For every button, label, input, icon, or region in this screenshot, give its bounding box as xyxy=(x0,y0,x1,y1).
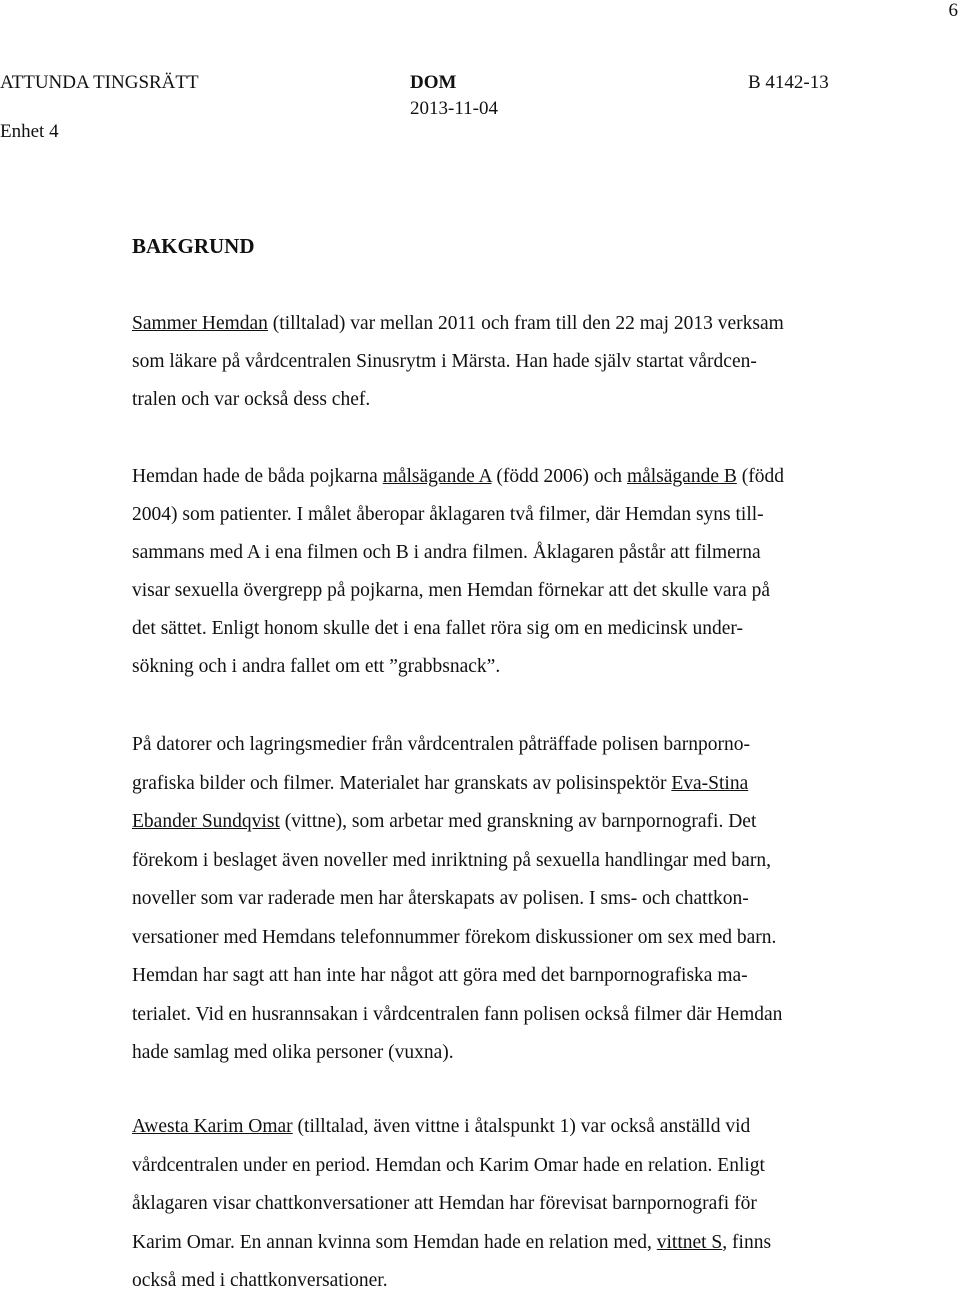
section-heading: BAKGRUND xyxy=(132,234,255,258)
text-segment: (född xyxy=(736,466,784,487)
underlined-name: Eva-Stina xyxy=(671,772,749,794)
text-segment: noveller som var raderade men har återskapats av polisen. I sms- och chattkon- xyxy=(132,888,749,909)
text-segment: tralen och var också dess chef. xyxy=(132,389,371,410)
text-segment: också med i chattkonversationer. xyxy=(132,1270,388,1291)
court-name: ATTUNDA TINGSRÄTT xyxy=(0,72,199,93)
text-segment: det sättet. Enligt honom skulle det i ena fallet röra sig om en medicinsk under- xyxy=(132,618,743,639)
underlined-name: målsägande A xyxy=(382,466,492,487)
text-line xyxy=(132,534,892,572)
underlined-name: vittnet S xyxy=(656,1231,723,1253)
text-line xyxy=(132,381,892,419)
underlined-name: Awesta Karim Omar xyxy=(132,1116,293,1137)
text-segment: versationer med Hemdans telefonnummer förekom diskussioner om sex med barn. xyxy=(132,926,777,948)
text-segment: grafiska bilder och filmer. Materialet har granskats av polisinspektör xyxy=(132,772,672,794)
text-segment: sammans med A i ena filmen och B i andra filmen. Åklagaren påstår att filmerna xyxy=(132,542,761,563)
underlined-name: Sammer Hemdan xyxy=(132,313,268,334)
text-line xyxy=(132,726,892,765)
text-line xyxy=(132,458,892,496)
paragraph-1 xyxy=(132,305,892,419)
text-segment: hade samlag med olika personer (vuxna). xyxy=(132,1042,454,1063)
text-line xyxy=(132,496,892,534)
text-segment: 2004) som patienter. I målet åberopar åklagaren två filmer, där Hemdan syns till- xyxy=(132,504,764,525)
text-segment: som läkare på vårdcentralen Sinusrytm i Märsta. Han hade själv startat vårdcen- xyxy=(132,351,757,372)
text-line xyxy=(132,996,892,1035)
text-segment: visar sexuella övergrepp på pojkarna, men Hemdan förnekar att det skulle vara på xyxy=(132,580,771,601)
document-type: DOM xyxy=(410,72,457,93)
underlined-name: målsägande B xyxy=(626,466,737,487)
text-segment: , finns xyxy=(722,1231,772,1253)
case-number: B 4142-13 xyxy=(748,72,829,93)
text-segment: Karim Omar. En annan kvinna som Hemdan hade en relation med, xyxy=(132,1231,657,1253)
page-number: 6 xyxy=(948,0,958,21)
underlined-name: Ebander Sundqvist xyxy=(132,811,280,832)
text-line xyxy=(132,765,892,804)
paragraph-2 xyxy=(132,458,892,686)
text-line xyxy=(132,957,892,996)
text-segment: Hemdan hade de båda pojkarna xyxy=(132,466,383,487)
text-segment: (vittne), som arbetar med granskning av barnpornografi. Det xyxy=(279,811,757,832)
text-segment: På datorer och lagringsmedier från vårdcentralen påträffade polisen barnporno- xyxy=(132,734,750,755)
text-segment: sökning och i andra fallet om ett ”grabbsnack”. xyxy=(132,656,501,677)
text-line xyxy=(132,572,892,610)
text-segment: vårdcentralen under en period. Hemdan och Karim Omar hade en relation. Enligt xyxy=(132,1154,765,1176)
text-line xyxy=(132,343,892,381)
text-line xyxy=(132,610,892,648)
text-line xyxy=(132,803,892,842)
court-unit: Enhet 4 xyxy=(0,121,59,142)
document-date: 2013-11-04 xyxy=(410,98,498,119)
text-segment: åklagaren visar chattkonversationer att Hemdan har förevisat barnpornografi för xyxy=(132,1193,757,1214)
text-line xyxy=(132,305,892,343)
text-line xyxy=(132,648,892,686)
text-line xyxy=(132,1262,892,1301)
text-segment: (tilltalad, även vittne i åtalspunkt 1) var också anställd vid xyxy=(292,1116,751,1137)
text-line xyxy=(132,842,892,881)
text-line xyxy=(132,1147,892,1186)
text-line xyxy=(132,1185,892,1224)
text-line xyxy=(132,1224,892,1263)
text-segment: (tilltalad) var mellan 2011 och fram till den 22 maj 2013 verksam xyxy=(267,313,784,334)
text-segment: Hemdan har sagt att han inte har något att göra med det barnpornografiska ma- xyxy=(132,965,748,986)
paragraph-4 xyxy=(132,1108,892,1301)
text-segment: terialet. Vid en husrannsakan i vårdcentralen fann polisen också filmer där Hemdan xyxy=(132,1003,783,1025)
text-line xyxy=(132,880,892,919)
text-line xyxy=(132,1034,892,1073)
paragraph-3 xyxy=(132,726,892,1073)
text-line xyxy=(132,1108,892,1147)
text-segment: (född 2006) och xyxy=(491,466,627,487)
text-line xyxy=(132,919,892,958)
text-segment: förekom i beslaget även noveller med inriktning på sexuella handlingar med barn, xyxy=(132,849,771,871)
